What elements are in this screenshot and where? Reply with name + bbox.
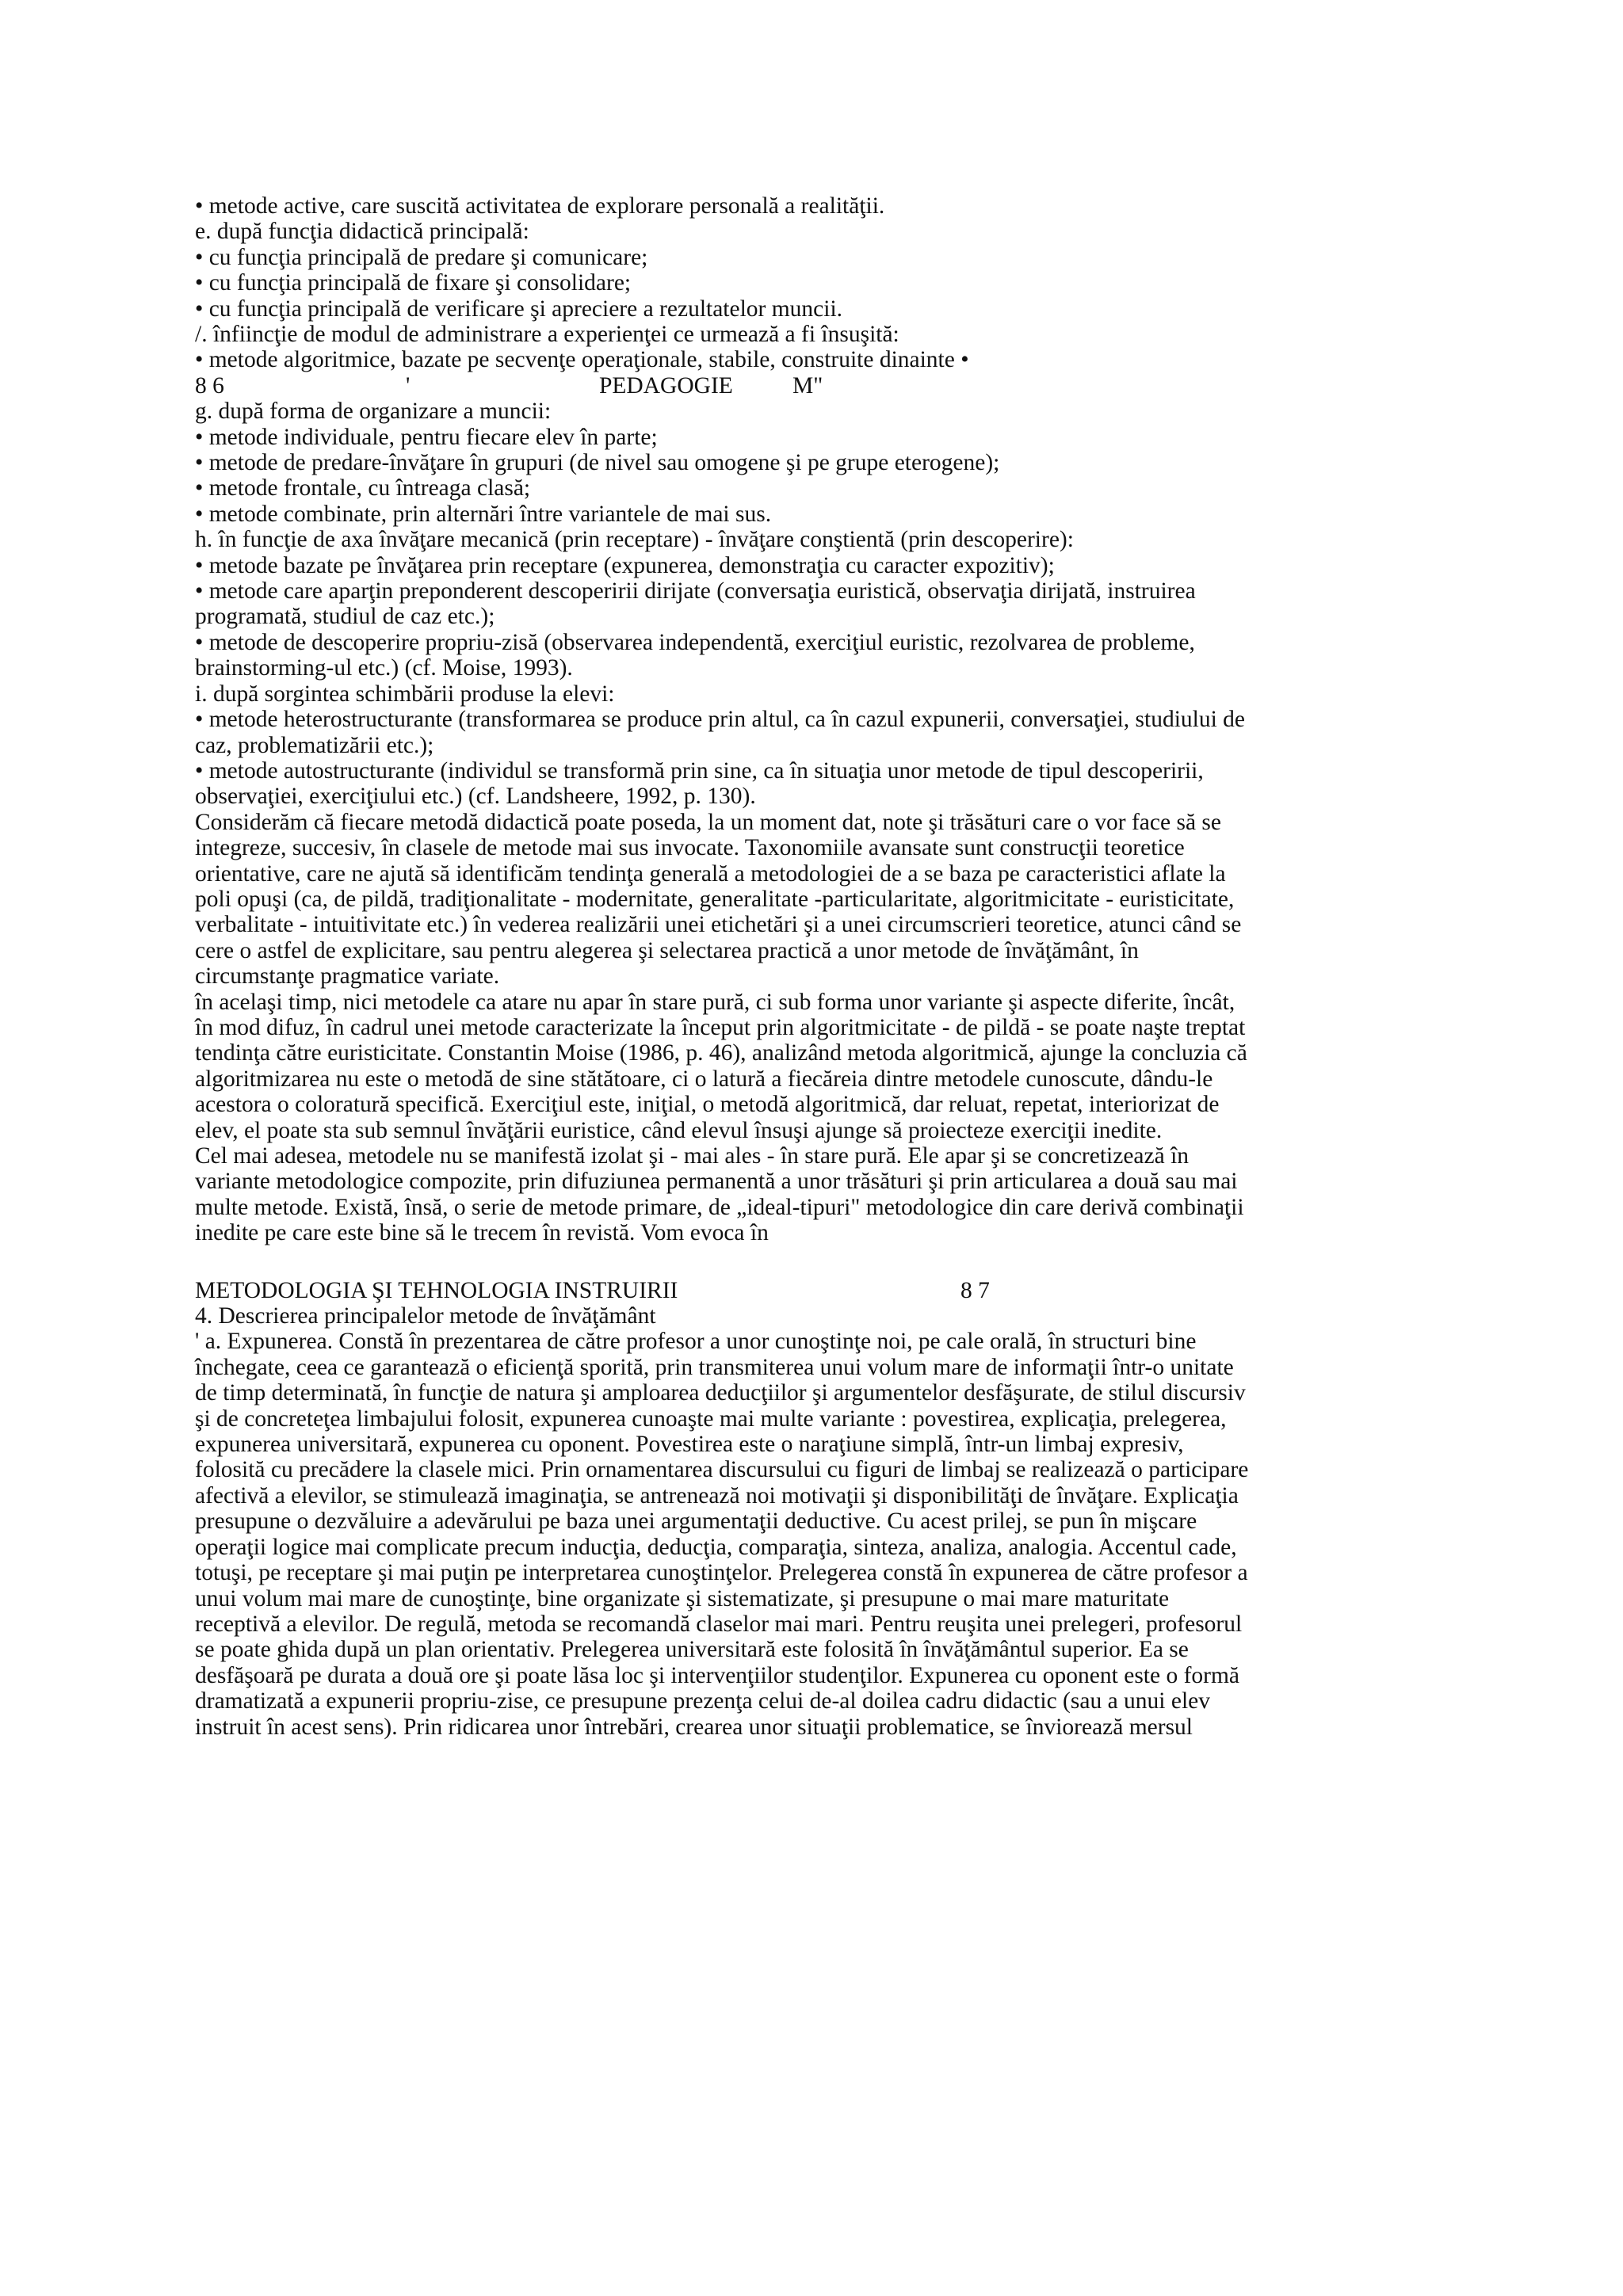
running-header-metodologia bbox=[195, 1278, 1455, 1303]
text-line: variante metodologice compozite, prin difuziunea permanentă a unor trăsături şi prin articularea a două sau mai bbox=[195, 1169, 1238, 1195]
text-line: g. după forma de organizare a muncii: bbox=[195, 399, 552, 425]
header-mark: ' bbox=[406, 372, 411, 399]
text-line: algoritmizarea nu este o metodă de sine stătătoare, ci o latură a fiecăreia dintre metodele cunoscute, dându-le bbox=[195, 1066, 1213, 1092]
text-block-classification bbox=[195, 399, 1455, 1245]
text-line: /. înfiincţie de modul de administrare a experienţei ce urmează a fi însuşită: bbox=[195, 322, 899, 348]
text-line: orientative, care ne ajută să identificăm tendinţa generală a metodologiei de a se baza pe caracteristici aflate la bbox=[195, 860, 1226, 887]
header-page-number: 8 7 bbox=[960, 1277, 990, 1303]
text-line: programată, studiul de caz etc.); bbox=[195, 604, 495, 630]
text-line: expunerea universitară, expunerea cu oponent. Povestirea este o naraţiune simplă, într-un limbaj expresiv, bbox=[195, 1432, 1184, 1458]
text-line: în mod difuz, în cadrul unei metode caracterizate la început prin algoritmicitate - de pildă - se poate naşte treptat bbox=[195, 1014, 1246, 1040]
text-line: afectivă a elevilor, se stimulează imaginaţia, se antrenează noi motivaţii şi disponibilităţi de învăţare. Explicaţia bbox=[195, 1482, 1239, 1508]
text-line: închegate, ceea ce garantează o eficienţă sporită, prin transmiterea unui volum mare de informaţii într-o unitate bbox=[195, 1354, 1234, 1380]
text-line: • cu funcţia principală de predare şi comunicare; bbox=[195, 244, 648, 270]
text-line: Cel mai adesea, metodele nu se manifestă izolat şi - mai ales - în stare pură. Ele apar şi se concretizează în bbox=[195, 1143, 1190, 1169]
text-line: • cu funcţia principală de fixare şi consolidare; bbox=[195, 270, 632, 296]
text-line: Considerăm că fiecare metodă didactică poate poseda, la un moment dat, note şi trăsături care o vor face să se bbox=[195, 809, 1221, 835]
text-line: se poate ghida după un plan orientativ. Prelegerea universitară este folosită în învăţământul superior. Ea se bbox=[195, 1637, 1189, 1663]
text-line: • metode combinate, prin alternări între variantele de mai sus. bbox=[195, 501, 772, 527]
text-line: integreze, succesiv, în clasele de metode mai sus invocate. Taxonomiile avansate sunt construcţii teoretice bbox=[195, 835, 1185, 861]
text-line: desfăşoară pe durata a două ore şi poate lăsa loc şi intervenţiilor studenţilor. Expunerea cu oponent este o formă bbox=[195, 1662, 1240, 1688]
text-line: • metode heterostructurante (transformarea se produce prin altul, ca în cazul expunerii, conversaţiei, studiului de bbox=[195, 707, 1246, 733]
header-title: PEDAGOGIE bbox=[599, 372, 733, 399]
text-line: h. în funcţie de axa învăţare mecanică (prin receptare) - învăţare conştientă (prin descoperire): bbox=[195, 527, 1074, 553]
text-line: • metode individuale, pentru fiecare elev în parte; bbox=[195, 424, 658, 450]
text-line: în acelaşi timp, nici metodele ca atare nu apar în stare pură, ci sub forma unor variante şi aspecte diferite, încât, bbox=[195, 989, 1235, 1015]
text-line: multe metode. Există, însă, o serie de metode primare, de „ideal-tipuri" metodologice din care derivă combinaţii bbox=[195, 1194, 1244, 1220]
text-line: observaţiei, exerciţiului etc.) (cf. Landsheere, 1992, p. 130). bbox=[195, 784, 756, 810]
text-line: • cu funcţia principală de verificare şi apreciere a rezultatelor muncii. bbox=[195, 296, 843, 322]
text-line: folosită cu precădere la clasele mici. Prin ornamentarea discursului cu figuri de limbaj se realizează o participare bbox=[195, 1457, 1249, 1483]
text-line: receptivă a elevilor. De regulă, metoda se recomandă claselor mai mari. Pentru reuşita unei prelegeri, profesorul bbox=[195, 1611, 1243, 1637]
text-line: operaţii logice mai complicate precum inducţia, deducţia, comparaţia, sinteza, analiza, analogia. Accentul cade, bbox=[195, 1534, 1237, 1560]
page-break-gap bbox=[195, 1246, 1455, 1278]
text-line: verbalitate - intuitivitate etc.) în vederea realizării unei etichetări şi a unei circumscrieri teoretice, atunci când se bbox=[195, 912, 1242, 938]
text-line: • metode algoritmice, bazate pe secvenţe operaţionale, stabile, construite dinainte • bbox=[195, 347, 969, 373]
text-line: unui volum mai mare de cunoştinţe, bine organizate şi sistematizate, şi presupune o mai mare maturitate bbox=[195, 1585, 1170, 1611]
text-line: circumstanţe pragmatice variate. bbox=[195, 963, 500, 990]
text-line: poli opuşi (ca, de pildă, tradiţionalitate - modernitate, generalitate -particularitate, algoritmicitate - euristicitate, bbox=[195, 886, 1235, 912]
text-line: • metode de predare-învăţare în grupuri (de nivel sau omogene şi pe grupe eterogene); bbox=[195, 450, 1000, 476]
text-line: • metode active, care suscită activitatea de explorare personală a realităţii. bbox=[195, 193, 885, 219]
text-line: • metode bazate pe învăţarea prin receptare (expunerea, demonstraţia cu caracter expozitiv); bbox=[195, 552, 1055, 578]
text-line: • metode autostructurante (individul se transformă prin sine, ca în situaţia unor metode de tipul descoperirii, bbox=[195, 757, 1204, 784]
text-line: şi de concreteţea limbajului folosit, expunerea cunoaşte mai multe variante : povestirea, explicaţia, prelegerea, bbox=[195, 1405, 1227, 1432]
text-line: 4. Descrierea principalelor metode de învăţământ bbox=[195, 1303, 656, 1329]
text-line: inedite pe care este bine să le trecem în revistă. Vom evoca în bbox=[195, 1220, 769, 1246]
text-line: • metode care aparţin preponderent descoperirii dirijate (conversaţia euristică, observaţia dirijată, instruirea bbox=[195, 578, 1196, 605]
header-extra: M" bbox=[792, 372, 823, 399]
text-line: • metode de descoperire propriu-zisă (observarea independentă, exerciţiul euristic, rezolvarea de probleme, bbox=[195, 629, 1195, 655]
text-line: dramatizată a expunerii propriu-zise, ce presupune prezenţa celui de-al doilea cadru didactic (sau a unui elev bbox=[195, 1688, 1210, 1714]
text-line: instruit în acest sens). Prin ridicarea unor întrebări, crearea unor situaţii problematice, se înviorează mersul bbox=[195, 1714, 1193, 1740]
text-line: tendinţa către euristicitate. Constantin Moise (1986, p. 46), analizând metoda algoritmică, ajunge la concluzia că bbox=[195, 1040, 1247, 1066]
header-title: METODOLOGIA ŞI TEHNOLOGIA INSTRUIRII bbox=[195, 1277, 678, 1303]
text-line: de timp determinată, în funcţie de natura şi amploarea deducţiilor şi argumentelor desfăşurate, de stilul discursiv bbox=[195, 1380, 1246, 1406]
text-line: presupune o dezvăluire a adevărului pe baza unei argumentaţii deductive. Cu acest prilej, se pun în mişcare bbox=[195, 1508, 1197, 1535]
text-line: ' a. Expunerea. Constă în prezentarea de către profesor a unor cunoştinţe noi, pe cale orală, în structuri bine bbox=[195, 1329, 1197, 1355]
document-page bbox=[195, 193, 1455, 1740]
text-line: e. după funcţia didactică principală: bbox=[195, 219, 529, 245]
running-header-pedagogie bbox=[195, 373, 1455, 399]
text-line: totuşi, pe receptare şi mai puţin pe interpretarea cunoştinţelor. Prelegerea constă în expunerea de către profesor a bbox=[195, 1560, 1248, 1586]
text-line: cere o astfel de explicitare, sau pentru alegerea şi selectarea practică a unor metode de învăţământ, în bbox=[195, 937, 1139, 963]
text-line: acestora o coloratură specifică. Exerciţiul este, iniţial, o metodă algoritmică, dar reluat, repetat, interiorizat de bbox=[195, 1092, 1220, 1118]
text-line: caz, problematizării etc.); bbox=[195, 732, 434, 758]
text-line: • metode frontale, cu întreaga clasă; bbox=[195, 475, 531, 502]
text-block-description bbox=[195, 1303, 1455, 1740]
text-line: i. după sorgintea schimbării produse la elevi: bbox=[195, 681, 615, 707]
text-line: elev, el poate sta sub semnul învăţării euristice, când elevul însuşi ajunge să proiecteze exerciţii inedite. bbox=[195, 1117, 1163, 1143]
text-line: brainstorming-ul etc.) (cf. Moise, 1993). bbox=[195, 655, 573, 681]
text-block-methods-list bbox=[195, 193, 1455, 373]
header-page-number: 8 6 bbox=[195, 372, 224, 399]
